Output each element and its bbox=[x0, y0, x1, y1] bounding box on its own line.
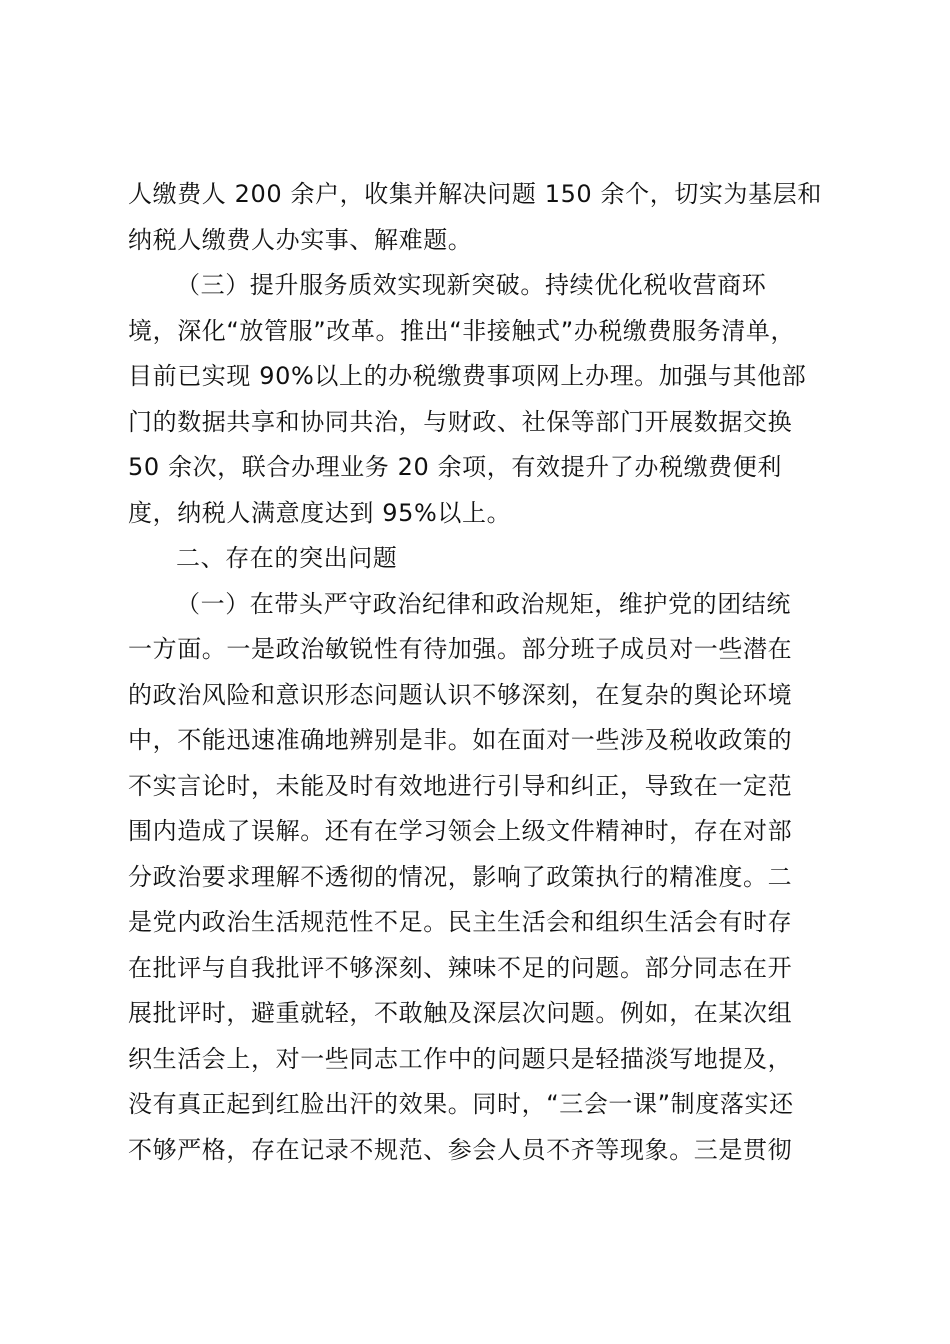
text-line: 纳税人缴费人办实事、解难题。 bbox=[128, 225, 473, 254]
text-line: 不实言论时，未能及时有效地进行引导和纠正，导致在一定范 bbox=[128, 771, 793, 800]
text-line: 二、存在的突出问题 bbox=[176, 544, 398, 572]
text-line: 的政治风险和意识形态问题认识不够深刻，在复杂的舆论环境 bbox=[128, 680, 793, 709]
text-line: 织生活会上，对一些同志工作中的问题只是轻描淡写地提及， bbox=[128, 1044, 793, 1073]
text-line: 境，深化“放管服”改革。推出“非接触式”办税缴费服务清单， bbox=[128, 316, 796, 345]
text-line: 分政治要求理解不透彻的情况，影响了政策执行的精准度。二 bbox=[128, 862, 793, 891]
text-line: 目前已实现 90%以上的办税缴费事项网上办理。加强与其他部 bbox=[128, 362, 807, 390]
text-line: 中，不能迅速准确地辨别是非。如在面对一些涉及税收政策的 bbox=[128, 726, 793, 754]
text-line: 是党内政治生活规范性不足。民主生活会和组织生活会有时存 bbox=[128, 908, 793, 936]
text-line: 一方面。一是政治敏锐性有待加强。部分班子成员对一些潜在 bbox=[128, 635, 793, 663]
text-line: 度，纳税人满意度达到 95%以上。 bbox=[128, 498, 512, 527]
text-line: 门的数据共享和协同共治，与财政、社保等部门开展数据交换 bbox=[128, 407, 793, 436]
text-line: 围内造成了误解。还有在学习领会上级文件精神时，存在对部 bbox=[128, 817, 793, 845]
text-line: 不够严格，存在记录不规范、参会人员不齐等现象。三是贯彻 bbox=[128, 1135, 793, 1164]
text-line: 没有真正起到红脸出汗的效果。同时，“三会一课”制度落实还 bbox=[128, 1090, 794, 1118]
text-line: 展批评时，避重就轻，不敢触及深层次问题。例如，在某次组 bbox=[128, 999, 793, 1027]
text-line: 人缴费人 200 余户，收集并解决问题 150 余个，切实为基层和 bbox=[128, 180, 822, 208]
text-line: 在批评与自我批评不够深刻、辣味不足的问题。部分同志在开 bbox=[128, 953, 793, 982]
text-line: 50 余次，联合办理业务 20 余项，有效提升了办税缴费便利 bbox=[128, 453, 782, 481]
text-line: （三）提升服务质效实现新突破。持续优化税收营商环 bbox=[176, 271, 767, 299]
document-body bbox=[128, 172, 828, 1173]
text-line: （一）在带头严守政治纪律和政治规矩，维护党的团结统 bbox=[176, 589, 791, 618]
